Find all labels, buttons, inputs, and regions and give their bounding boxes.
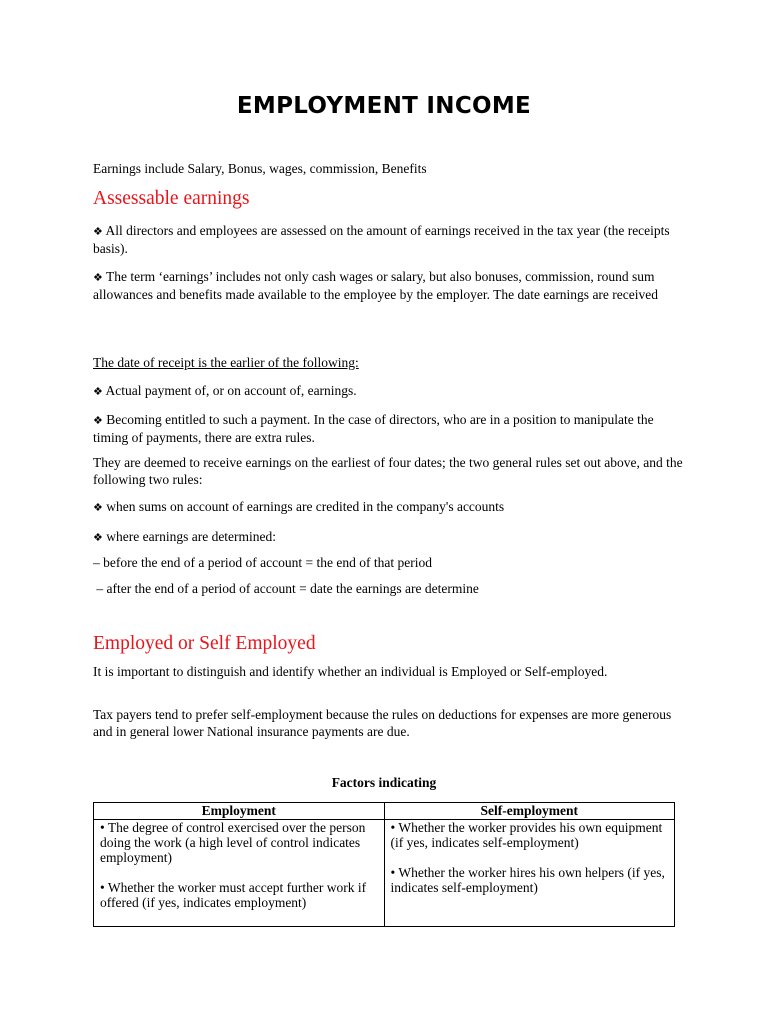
receipt-rule-actual-payment	[93, 383, 683, 401]
deemed-receipt-paragraph: They are deemed to receive earnings on the earliest of four dates; the two general rules set out above, and the following two rules:	[93, 455, 683, 487]
paragraph-prefer-self-employment: Tax payers tend to prefer self-employment because the rules on deductions for expenses are more generous and in general lower National insurance payments are due.	[93, 707, 672, 739]
rule-credited-accounts	[93, 499, 683, 517]
self-employment-factor-helpers: • Whether the worker hires his own helpers (if yes, indicates self-employment)	[390, 865, 665, 895]
paragraph-earnings-term-text: The term ‘earnings’ includes not only cash wages or salary, but also bonuses, commission, round sum allowances and benefits made available to the employee by the employer. The date earnings are received	[93, 269, 659, 302]
cell-spacer	[391, 850, 669, 865]
bullet-icon: ❖	[93, 415, 103, 427]
paragraph-directors	[93, 223, 683, 257]
factors-table	[93, 802, 675, 927]
table-row	[94, 820, 675, 927]
paragraph-distinguish: It is important to distinguish and identify whether an individual is Employed or Self-employed.	[93, 664, 608, 679]
table-header-row	[94, 803, 675, 820]
rule-earnings-determined	[93, 529, 683, 547]
paragraph-earnings-term	[93, 269, 683, 303]
rule-earnings-determined-text: where earnings are determined:	[106, 529, 277, 544]
cell-spacer	[100, 865, 378, 880]
page-title: EMPLOYMENT INCOME	[236, 93, 532, 119]
employment-factor-control: • The degree of control exercised over the person doing the work (a high level of control indicates employment)	[100, 820, 366, 865]
section-heading-employed-or-self-employed: Employed or Self Employed	[93, 633, 316, 654]
receipt-rule-actual-payment-text: Actual payment of, or on account of, earnings.	[105, 383, 357, 398]
paragraph-directors-text: All directors and employees are assessed on the amount of earnings received in the tax year (the receipts basis).	[93, 223, 670, 256]
bullet-icon: ❖	[93, 226, 103, 238]
intro-text: Earnings include Salary, Bonus, wages, commission, Benefits	[93, 161, 427, 176]
self-employment-factor-equipment: • Whether the worker provides his own equipment (if yes, indicates self-employment)	[390, 820, 663, 850]
receipt-date-heading: The date of receipt is the earlier of the following:	[93, 355, 359, 370]
column-header-employment: Employment	[94, 803, 385, 820]
employment-factors-cell	[94, 820, 385, 927]
employment-factor-accept-work: • Whether the worker must accept further work if offered (if yes, indicates employment)	[100, 880, 367, 910]
self-employment-factors-cell	[384, 820, 675, 927]
bullet-icon: ❖	[93, 502, 103, 514]
receipt-rule-entitled	[93, 412, 683, 446]
bullet-icon: ❖	[93, 532, 103, 544]
rule-credited-accounts-text: when sums on account of earnings are credited in the company's accounts	[106, 499, 505, 514]
rule-after-period-end: – after the end of a period of account = date the earnings are determine	[93, 581, 479, 596]
table-caption: Factors indicating	[331, 775, 437, 790]
section-heading-assessable-earnings: Assessable earnings	[93, 188, 250, 209]
bullet-icon: ❖	[93, 272, 103, 284]
bullet-icon: ❖	[93, 386, 103, 398]
rule-before-period-end: – before the end of a period of account = the end of that period	[93, 555, 432, 570]
column-header-self-employment: Self-employment	[384, 803, 675, 820]
receipt-rule-entitled-text: Becoming entitled to such a payment. In the case of directors, who are in a position to manipulate the timing of payments, there are extra rules.	[93, 412, 654, 445]
